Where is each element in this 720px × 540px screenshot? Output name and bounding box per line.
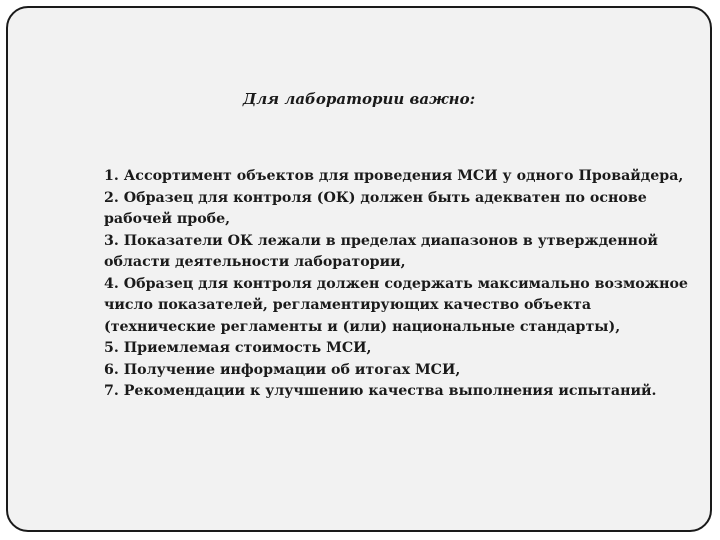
list-item: 7. Рекомендации к улучшению качества выполнения испытаний. — [104, 383, 657, 399]
list-item: 6. Получение информации об итогах МСИ, — [104, 361, 461, 378]
slide-frame — [6, 6, 712, 532]
list-item: 1. Ассортимент объектов для проведения МСИ у одного Провайдера, — [104, 168, 684, 184]
list-item: 4. Образец для контроля должен содержать максимально возможное число показателей, регламентирующих качество объекта (технические регламенты и (или) национальные стандарты), — [104, 275, 688, 335]
list-item: 3. Показатели ОК лежали в пределах диапазонов в утвержденной области деятельности лаборатории, — [104, 232, 658, 270]
requirements-list — [104, 166, 694, 403]
slide-title: Для лаборатории важно: — [242, 90, 476, 108]
list-item: 5. Приемлемая стоимость МСИ, — [104, 340, 372, 356]
list-item: 2. Образец для контроля (ОК) должен быть адекватен по основе рабочей пробе, — [104, 189, 647, 227]
